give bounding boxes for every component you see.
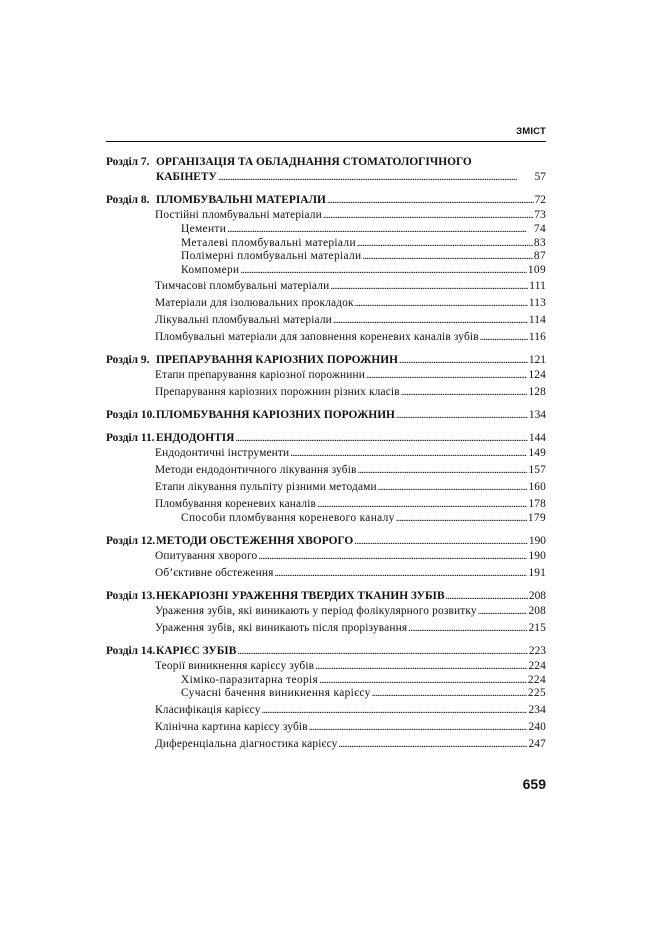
page-ref: 224 [527, 673, 546, 686]
toc-chapter [106, 155, 546, 185]
dot-leader [357, 237, 533, 251]
dot-leader [274, 566, 527, 581]
toc-chapter [106, 408, 546, 423]
entry-title: Класифікація карієсу [155, 703, 261, 716]
chapter-title: МЕТОДИ ОБСТЕЖЕННЯ ХВОРОГО [156, 534, 354, 547]
entry-title: Етапи лікування пульпіту різними методами [155, 481, 377, 493]
entry-title: Диференціальна діагностика карієсу [155, 737, 338, 750]
toc-section[interactable] [106, 480, 546, 495]
page-ref: 149 [528, 447, 546, 459]
entry-title: Матеріали для ізолювальних прокладок [155, 297, 354, 309]
dot-leader [480, 330, 528, 345]
toc-section[interactable] [106, 296, 546, 311]
dot-leader [218, 170, 534, 185]
chapter-title: ЕНДОДОНТІЯ [156, 432, 235, 444]
entry-title: Пломбувальні матеріали для заповнення кореневих каналів зубів [155, 331, 479, 343]
toc-chapter [106, 644, 546, 752]
toc-section[interactable] [106, 566, 546, 581]
chapter-number: Розділ 13. [106, 589, 156, 602]
toc-subsection[interactable] [106, 250, 546, 264]
entry-title: Компомери [181, 263, 240, 276]
toc-section[interactable] [106, 368, 546, 383]
entry-title: Методи ендодонтичного лікування зубів [155, 464, 357, 476]
page-ref: 124 [528, 369, 546, 381]
dot-leader [363, 250, 533, 264]
page-ref: 111 [529, 280, 546, 292]
entry-title: Пломбування кореневих каналів [155, 498, 317, 510]
dot-leader [323, 208, 533, 223]
chapter-title-line: КАБІНЕТУ [156, 171, 217, 183]
table-of-contents [106, 155, 546, 760]
page-ref: 225 [527, 687, 546, 699]
toc-chapter [106, 534, 546, 581]
chapter-number: Розділ 7. [106, 156, 150, 168]
page-number: 659 [522, 776, 546, 792]
entry-title: Металеві пломбувальні матеріали [181, 236, 356, 249]
entry-title: Способи пломбування кореневого каналу [181, 512, 395, 524]
entry-title: Етапи препарування каріозної порожнини [155, 369, 365, 381]
dot-leader [327, 193, 534, 208]
page-ref: 234 [528, 703, 546, 716]
chapter-heading[interactable] [106, 155, 546, 185]
toc-subsection[interactable] [106, 237, 546, 251]
header-rule [106, 141, 546, 142]
page-ref: 190 [528, 534, 546, 547]
toc-section[interactable] [106, 208, 546, 223]
chapter-heading[interactable] [106, 589, 546, 604]
page-ref: 72 [534, 194, 546, 206]
page-ref: 208 [528, 589, 546, 602]
page-ref: 57 [534, 171, 546, 183]
page-ref: 157 [528, 464, 546, 476]
toc-subsection[interactable] [106, 264, 546, 278]
dot-leader [258, 549, 527, 564]
toc-section[interactable] [106, 703, 546, 718]
entry-title: Ендодонтичні інструменти [155, 447, 290, 459]
entry-title: Лікувальні пломбувальні матеріали [155, 314, 332, 326]
page-ref: 109 [527, 263, 546, 276]
chapter-number: Розділ 14. [106, 644, 156, 657]
dot-leader [358, 463, 528, 478]
chapter-title: ПЛОМБУВАННЯ КАРІОЗНИХ ПОРОЖНИН [156, 409, 395, 421]
chapter-title: ПЛОМБУВАЛЬНІ МАТЕРІАЛИ [156, 194, 326, 206]
dot-leader [401, 385, 528, 400]
dot-leader [338, 737, 527, 752]
entry-title: Препарування каріозних порожнин різних класів [155, 386, 400, 398]
entry-title: Теорії виникнення карієсу зубів [155, 659, 315, 672]
entry-title: Ураження зубів, які виникають після прорізування [155, 621, 408, 634]
chapter-heading[interactable] [106, 431, 546, 446]
entry-title: Цементи [181, 223, 227, 235]
dot-leader [396, 512, 527, 526]
page-ref: 224 [528, 659, 546, 672]
chapter-number: Розділ 12. [106, 534, 156, 547]
dot-leader [333, 313, 528, 328]
toc-subsection[interactable] [106, 512, 546, 526]
page-ref: 178 [528, 498, 546, 510]
entry-title: Хіміко-паразитарна теорія [181, 673, 319, 686]
toc-section[interactable] [106, 279, 546, 294]
chapter-number: Розділ 11. [106, 432, 155, 444]
chapter-heading[interactable] [106, 644, 546, 659]
dot-leader [355, 296, 528, 311]
chapter-number: Розділ 8. [106, 194, 150, 206]
page-ref: 121 [528, 354, 546, 366]
chapter-title: ПРЕПАРУВАННЯ КАРІОЗНИХ ПОРОЖНИН [156, 354, 399, 366]
entry-title: Об’єктивне обстеження [155, 566, 274, 579]
entry-title: Постійні пломбувальні матеріали [155, 209, 322, 221]
dot-leader [330, 279, 528, 294]
entry-title: Полімерні пломбувальні матеріали [181, 250, 362, 262]
dot-leader [315, 659, 527, 674]
chapter-title: НЕКАРІОЗНІ УРАЖЕННЯ ТВЕРДИХ ТКАНИН ЗУБІВ [156, 589, 445, 602]
page-ref: 179 [527, 512, 546, 524]
toc-section[interactable] [106, 549, 546, 564]
chapter-heading[interactable] [106, 193, 546, 208]
toc-section[interactable] [106, 604, 546, 619]
toc-section[interactable] [106, 621, 546, 636]
page-ref: 191 [528, 566, 546, 579]
toc-subsection[interactable] [106, 674, 546, 688]
page-ref: 208 [528, 604, 546, 617]
entry-title: Сучасні бачення виникнення карієсу [181, 687, 371, 699]
dot-leader [262, 703, 528, 718]
dot-leader [399, 353, 528, 368]
page-ref: 190 [528, 549, 546, 562]
toc-section[interactable] [106, 737, 546, 752]
page-ref: 83 [533, 236, 546, 249]
dot-leader [290, 446, 527, 461]
dot-leader [319, 674, 527, 688]
page-ref: 240 [528, 720, 546, 733]
toc-section[interactable] [106, 497, 546, 512]
page-ref: 74 [533, 223, 546, 235]
page-ref: 247 [528, 737, 546, 750]
chapter-heading[interactable] [106, 408, 546, 423]
page-ref: 114 [528, 314, 546, 326]
dot-leader [446, 589, 528, 604]
running-head: ЗМІСТ [516, 126, 546, 137]
dot-leader [378, 480, 528, 495]
entry-title: Тимчасові пломбувальні матеріали [155, 280, 330, 292]
dot-leader [372, 687, 527, 701]
entry-title: Клінічна картина карієсу зубів [155, 720, 308, 733]
toc-section[interactable] [106, 463, 546, 478]
toc-chapter [106, 431, 546, 526]
dot-leader [241, 264, 527, 278]
chapter-heading[interactable] [106, 534, 546, 549]
dot-leader [237, 644, 528, 659]
toc-chapter [106, 193, 546, 345]
toc-section[interactable] [106, 659, 546, 674]
dot-leader [478, 604, 528, 619]
entry-title: Опитування хворого [155, 549, 258, 562]
dot-leader [408, 621, 527, 636]
page-ref: 116 [528, 331, 546, 343]
toc-section[interactable] [106, 313, 546, 328]
page-ref: 144 [528, 432, 546, 444]
chapter-number: Розділ 9. [106, 354, 150, 366]
dot-leader [354, 534, 528, 549]
chapter-number: Розділ 10. [106, 409, 156, 421]
page-ref: 113 [528, 297, 546, 309]
dot-leader [309, 720, 528, 735]
dot-leader [227, 223, 533, 237]
chapter-title: КАРІЄС ЗУБІВ [156, 644, 237, 657]
toc-section[interactable] [106, 385, 546, 400]
toc-subsection[interactable] [106, 223, 546, 237]
toc-subsection[interactable] [106, 687, 546, 701]
page-ref: 128 [528, 386, 546, 398]
dot-leader [366, 368, 528, 383]
toc-section[interactable] [106, 720, 546, 735]
toc-section[interactable] [106, 330, 546, 345]
chapter-heading[interactable] [106, 353, 546, 368]
dot-leader [235, 431, 528, 446]
dot-leader [396, 408, 528, 423]
entry-title: Ураження зубів, які виникають у період фолікулярного розвитку [155, 604, 477, 617]
toc-chapter [106, 589, 546, 636]
page-ref: 87 [533, 250, 546, 262]
page-ref: 223 [528, 644, 546, 657]
toc-chapter [106, 353, 546, 400]
toc-section[interactable] [106, 446, 546, 461]
page-ref: 73 [534, 209, 546, 221]
dot-leader [317, 497, 527, 512]
page-ref: 134 [528, 409, 546, 421]
chapter-title-line: ОРГАНІЗАЦІЯ ТА ОБЛАДНАННЯ СТОМАТОЛОГІЧНОГО [156, 156, 472, 168]
page-ref: 215 [528, 621, 546, 634]
page-ref: 160 [528, 481, 546, 493]
